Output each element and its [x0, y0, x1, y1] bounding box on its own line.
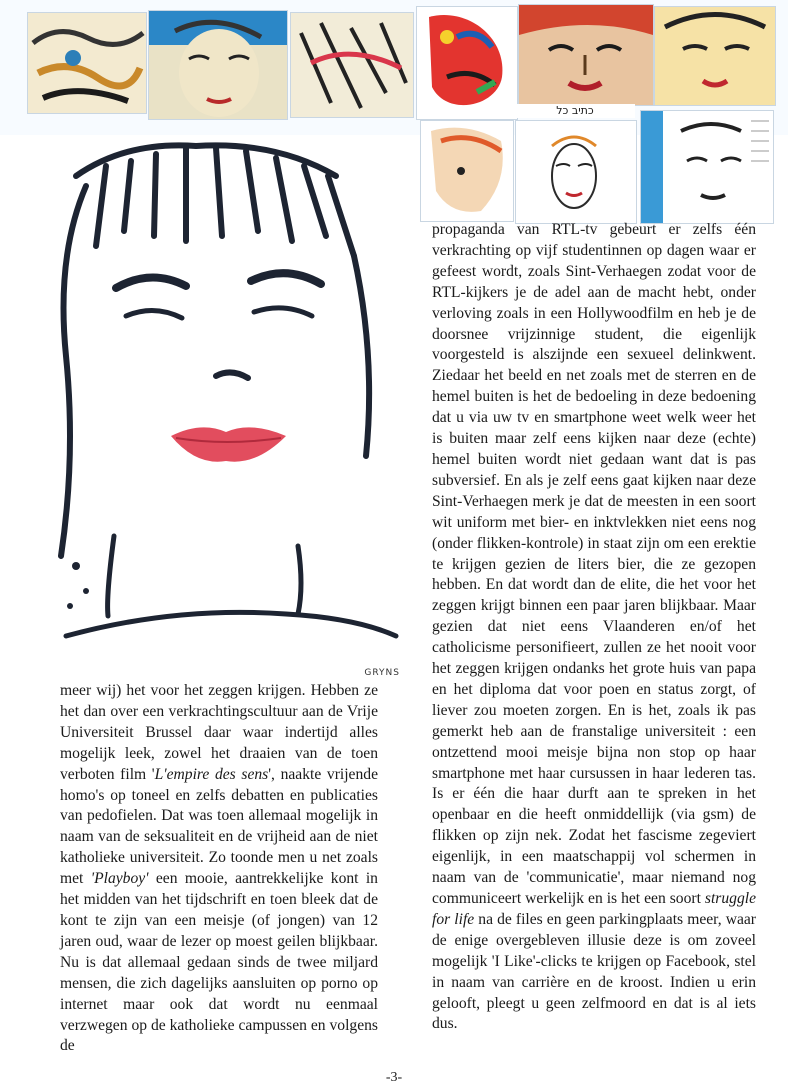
film-title: L'empire des sens — [154, 765, 269, 783]
collage-image-8 — [515, 120, 637, 224]
portrait-painting — [36, 136, 404, 684]
left-column-text-3: een mooie, aantrekkelijke kont in het midden van het tijdschrift en toen bleek dat de kont te zijn van een meisje (of jongen) van 12 jaren oud, waar de lezer op moest geilen blijkbaar. Nu is dat allemaal gedaan sinds de twee miljard mensen, die zich dagelijks aansluiten op porno op internet maar ook dat wordt nu eenmaal verzwegen op de katholieke campussen en volgens de — [60, 870, 378, 1055]
collage-image-7 — [420, 120, 514, 222]
collage-image-1 — [27, 12, 147, 114]
page-number: -3- — [385, 1070, 403, 1085]
collage-image-2 — [148, 10, 288, 120]
collage-image-5 — [518, 4, 654, 106]
right-column-paragraph — [432, 220, 756, 1035]
left-column-text-1: meer wij) het voor het zeggen krijgen. Hebben ze het dan over een verkrachtingscultuur aan de Vrije Universiteit Brussel daar waar indertijd alles mogelijk leek, zowel het draaien van de toen verboten film ' — [60, 682, 378, 783]
left-column-text-2: ', naakte vrijende homo's op toneel en zelfs debatten en publicaties van pedofielen. Dat was toen allemaal mogelijk in naam van de seksualiteit en de vrijheid aan de niet katholieke universiteit. Zo toonde men u net zoals met — [60, 765, 378, 888]
article-column-left — [60, 681, 378, 1057]
article-column-right — [432, 220, 756, 1035]
artist-signature: GRYNS — [364, 668, 400, 678]
collage-image-6 — [654, 6, 776, 106]
collage-image-9 — [640, 110, 774, 224]
left-column-paragraph — [60, 681, 378, 1057]
right-column-text-end: na de files en geen parkingplaats meer, waar de enige overgebleven illusie deze is om zoveel mogelijk 'I Like'-clicks te krijgen op Facebook, stel in naam van carrière en de kroost. Indien u erin gelooft, pleegt u geen zelfmoord en dat is al iets dus. — [432, 910, 757, 1033]
collage-image-3 — [290, 12, 414, 118]
right-column-italic: struggle for life — [432, 890, 757, 928]
collage-image-4 — [416, 6, 518, 120]
right-column-text: propaganda van RTL-tv gebeurt er zelfs één verkrachting op vijf studentinnen op dagen waar er gefeest wordt, zoals Sint-Verhaegen zodat voor de RTL-kijkers je de adel aan de macht hebt, onder verloving zoals in een Hollywoodfilm en heb je de doorsnee vrijzinnige student, die eigenlijk voorgesteld is alszijnde een sexueel delinkwent. Ziedaar het beeld en net zoals met de sterren en de hemel buiten is het de bedoeling in deze bedoening dat u via uw tv en smartphone weet welk weer het is buiten maar zelf eens kijken naar deze (echte) hemel buiten wordt niet gedaan want dat is pas subversief. En als je zelf eens gaat kijken naar deze Sint-Verhaegen merk je dat de meesten in een soort wit uniform met bier- en inktvlekken niet eens nog (onder flikken-kontrole) in staat zijn om een erektie te krijgen gezien de liters bier, die ze gezopen hebben. En dat wordt dan de elite, die het voor het zeggen krijgt binnen een paar jaren blijkbaar. Maar gezien dat niet eens Vlaanderen en/of het catholicisme personifieert, zullen ze het nooit voor het zeggen krijgen ondanks het grote huis van papa en het diploma dat voor poen en status zorgt, of liever zou moeten zorgen. En is het, zoals ik pas gemerkt heb aan de franstalige universiteit : een ontzettend mooi meisje bijna non stop op haar smartphone met haar cursussen in haar lederen tas. Is er één die haar durft aan te spreken in het openbaar en die heeft onmiddellijk (via gsm) de flikken op zijn nek. Zodat het fascisme zegeviert eigenlijk, in een maatschappij vol schermen in naam van de 'communicatie', maar niemand nog communiceert werkelijk en is het een soort — [432, 221, 756, 907]
magazine-title: 'Playboy' — [90, 870, 149, 888]
hebrew-caption: כתיב כל — [515, 104, 635, 118]
